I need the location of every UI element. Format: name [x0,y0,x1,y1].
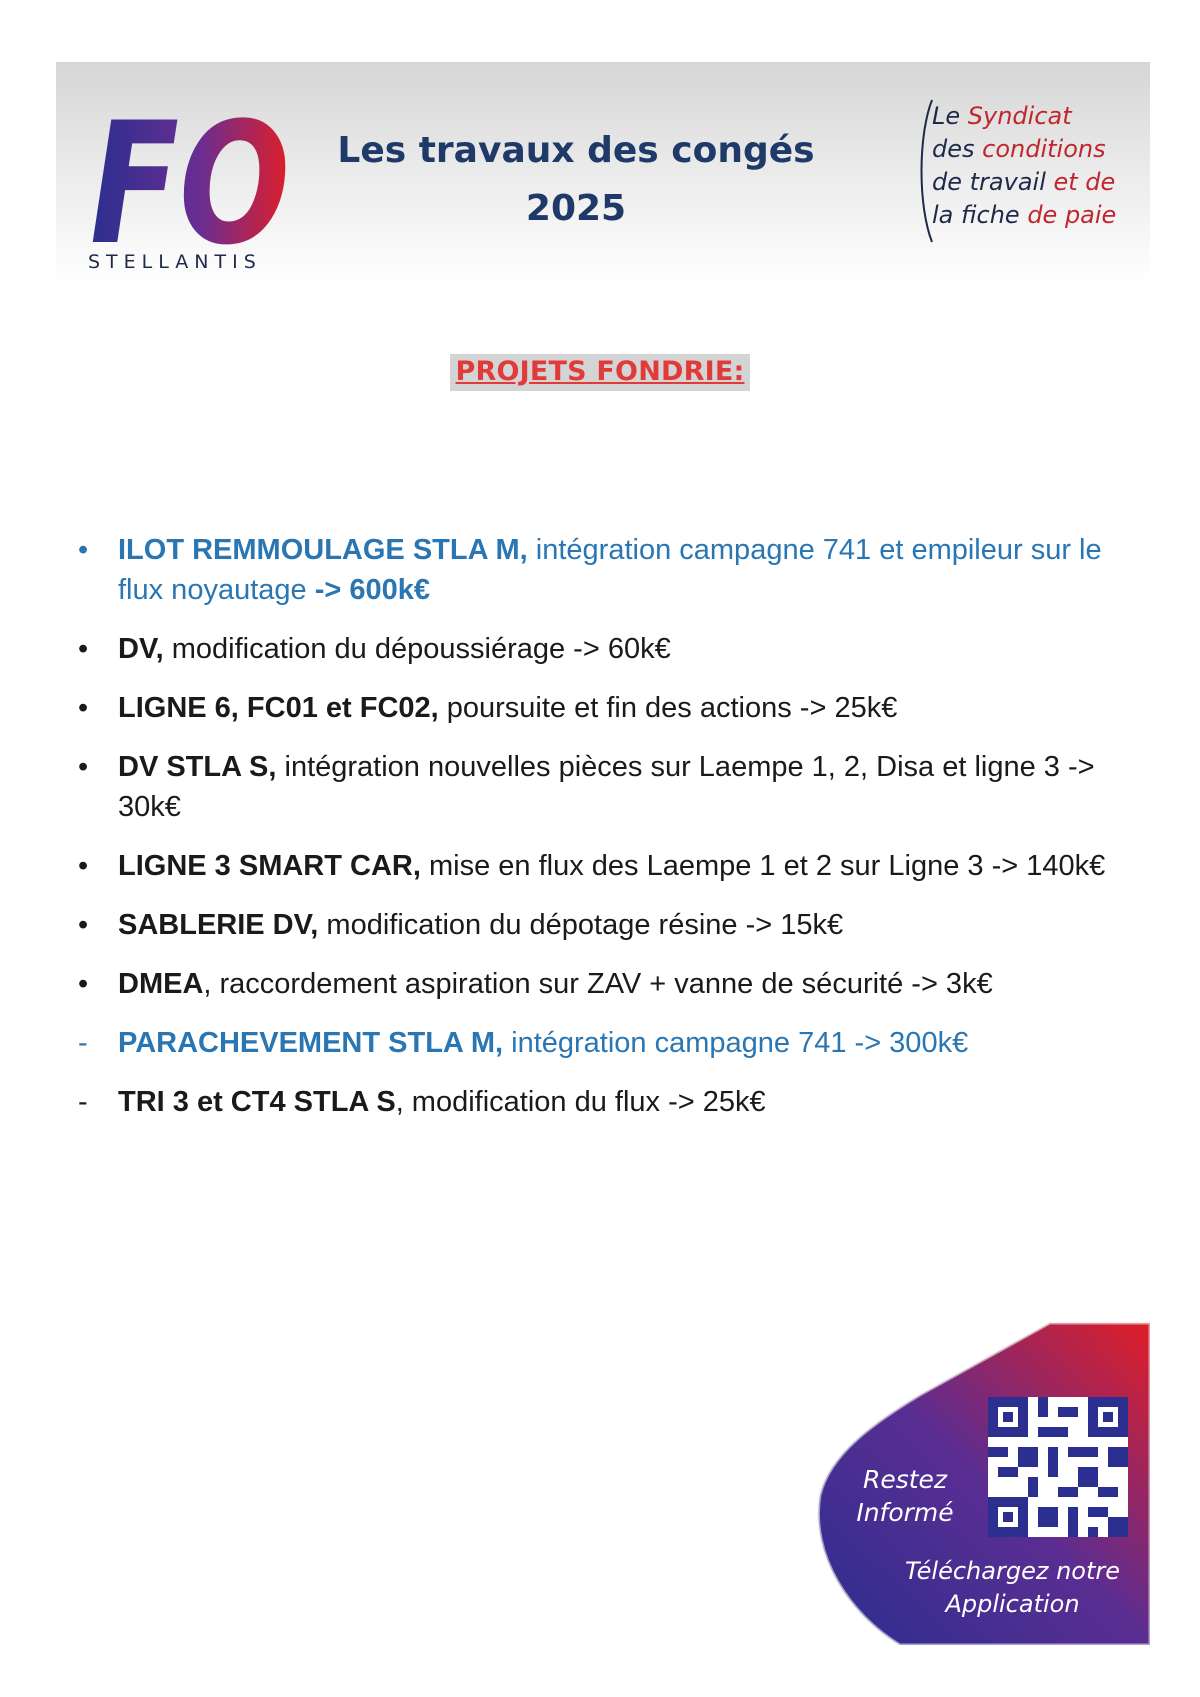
section-heading-label: PROJETS FONDRIE: [450,354,751,391]
restez-informe-text: Restez Informé [856,1465,954,1527]
list-item: • SABLERIE DV, modification du dépotage résine -> 15k€ [78,909,844,941]
app-download-badge[interactable] [810,1315,1150,1645]
slogan-line: de travail et de [932,168,1116,196]
slogan-line: Le Syndicat [932,102,1072,130]
list-item: • LIGNE 6, FC01 et FC02, poursuite et fin des actions -> 25k€ [78,692,898,724]
page-title [336,122,816,238]
list-item: • DMEA, raccordement aspiration sur ZAV + vanne de sécurité -> 3k€ [78,968,993,1000]
list-item: • DV, modification du dépoussiérage -> 60k€ [78,633,671,665]
list-item: - PARACHEVEMENT STLA M, intégration campagne 741 -> 300k€ [78,1027,969,1059]
brand-name: STELLANTIS [88,251,262,273]
list-item: • DV STLA S, intégration nouvelles pièces sur Laempe 1, 2, Disa et ligne 3 -> 30k€ [78,751,1095,823]
list-item: - TRI 3 et CT4 STLA S, modification du flux -> 25k€ [78,1086,766,1118]
header-banner [56,62,1150,284]
logo-text: FO [90,86,290,254]
slogan [916,96,1141,246]
title-line: 2025 [525,188,627,229]
fo-logo [86,84,296,274]
list-item: • ILOT REMMOULAGE STLA M, intégration campagne 741 et empileur sur le flux noyautage -> 600k€ [78,534,1102,606]
slogan-line: des conditions [932,135,1106,163]
project-list [76,530,1136,1141]
qr-code-icon[interactable] [988,1397,1128,1537]
download-app-text: Téléchargez notre Application [904,1557,1121,1618]
slogan-line: la fiche de paie [932,201,1117,229]
title-line: Les travaux des congés [337,130,815,171]
section-heading [0,354,1200,391]
list-item: • LIGNE 3 SMART CAR, mise en flux des Laempe 1 et 2 sur Ligne 3 -> 140k€ [78,850,1106,882]
